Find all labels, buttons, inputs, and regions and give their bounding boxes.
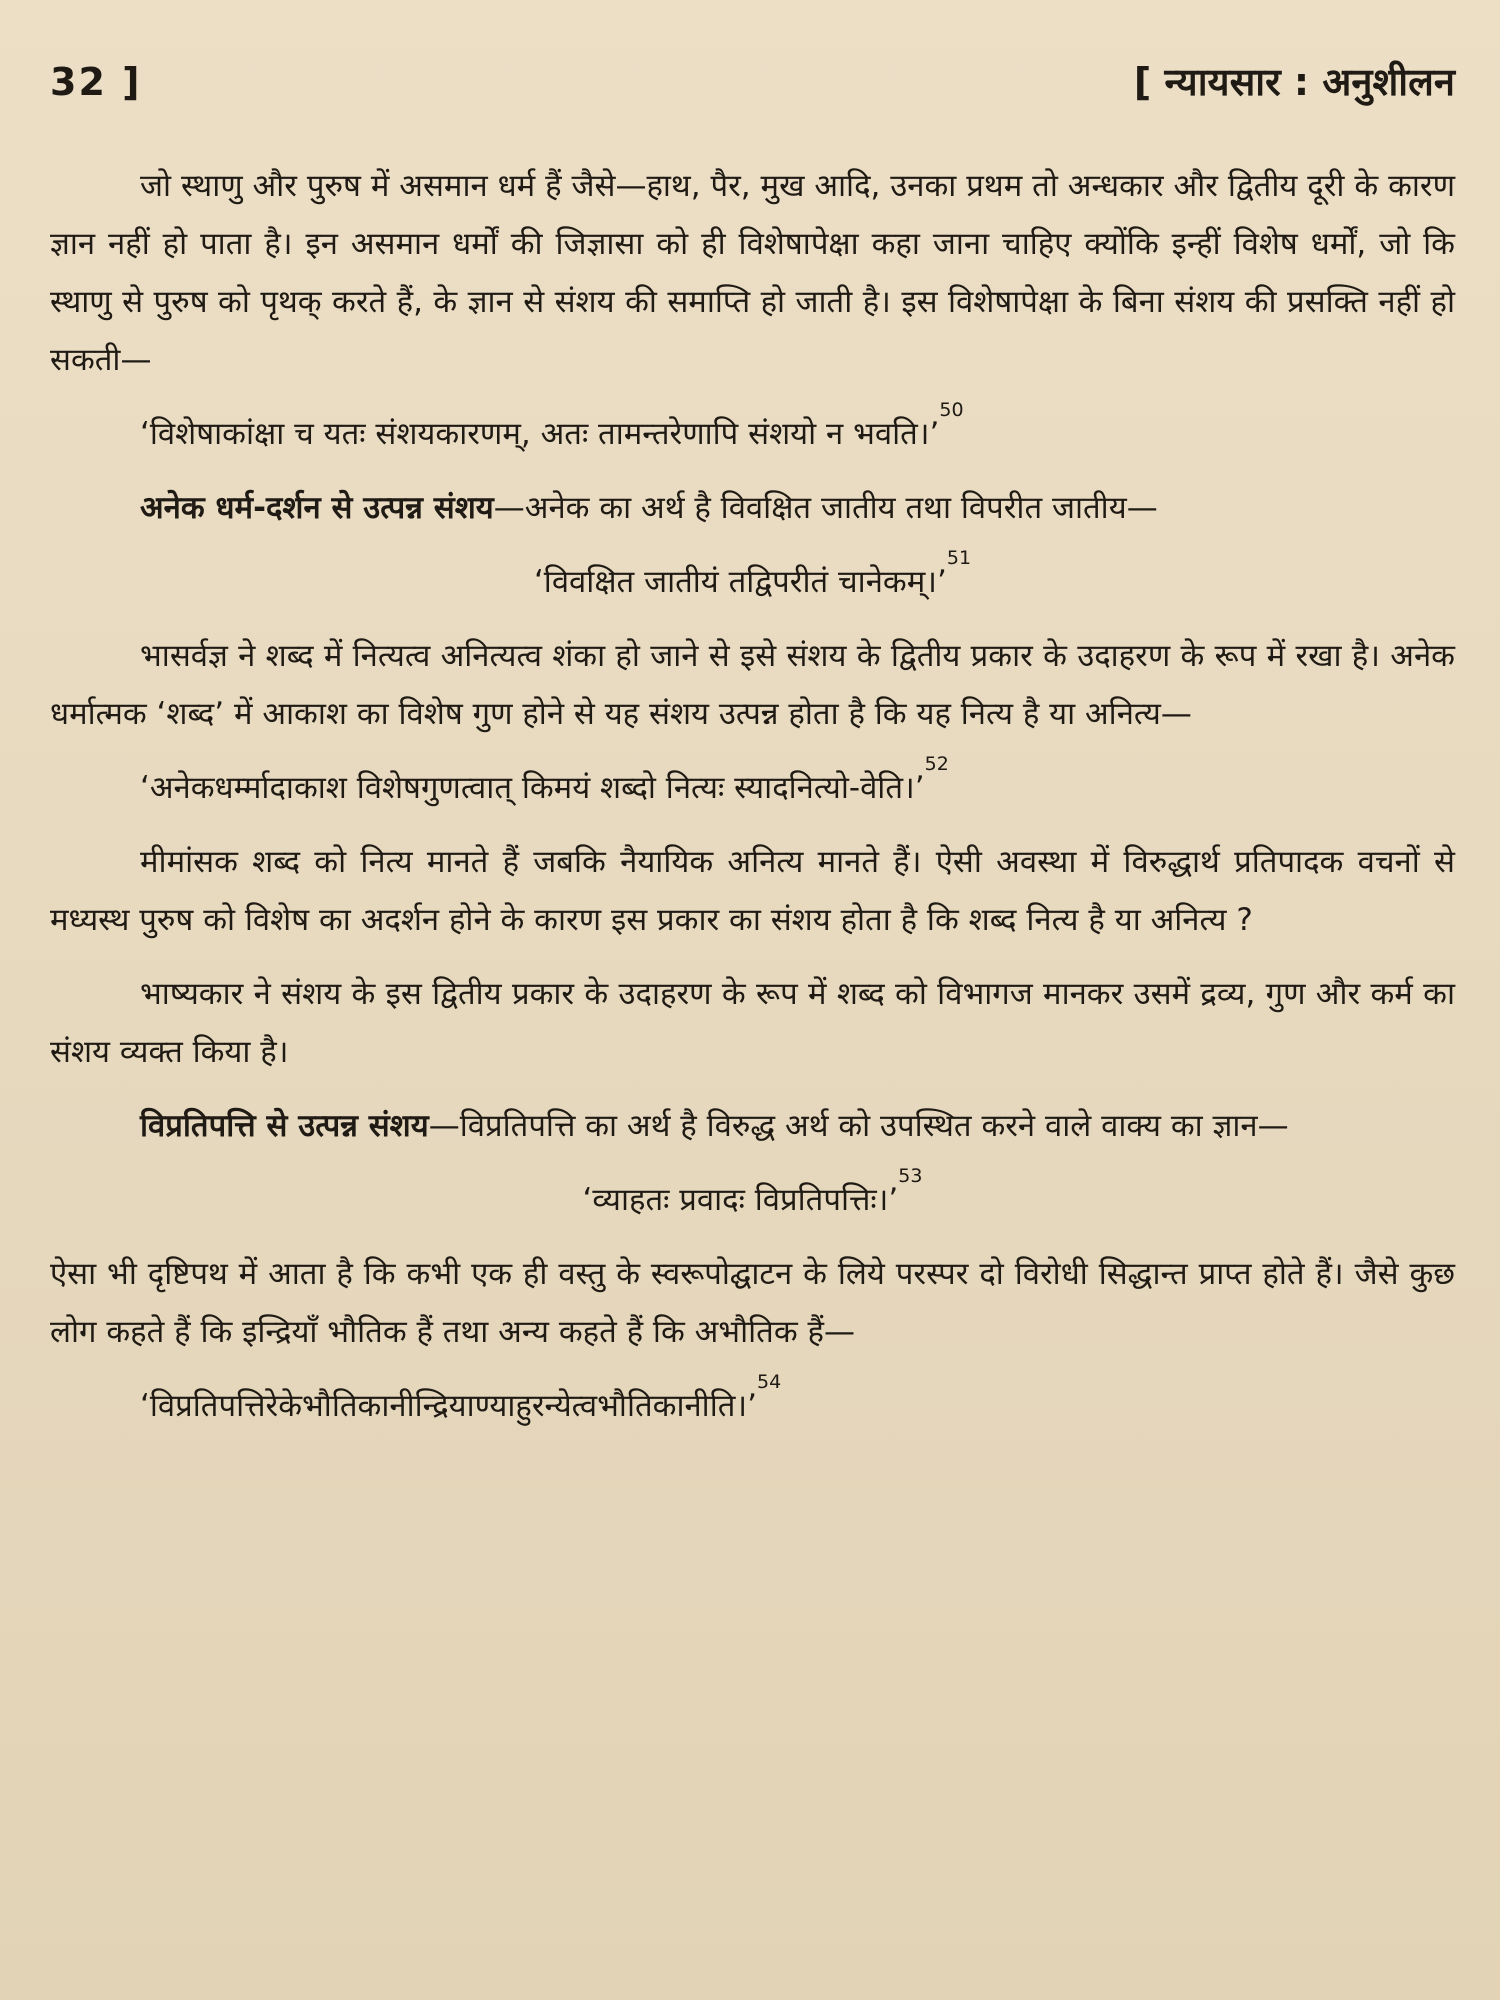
paragraph: जो स्थाणु और पुरुष में असमान धर्म हैं जैसे—हाथ, पैर, मुख आदि, उनका प्रथम तो अन्धकार और द्वितीय दूरी के कारण ज्ञान नहीं हो पाता है। इन असमान धर्मों की जिज्ञासा को ही विशेषापेक्षा कहा जाना चाहिए क्योंकि इन्हीं विशेष धर्मों, जो कि स्थाणु से पुरुष को पृथक् करते हैं, के ज्ञान से संशय की समाप्ति हो जाती है। इस विशेषापेक्षा के बिना संशय की प्रसक्ति नहीं हो सकती— <box>50 168 1455 378</box>
running-title-block <box>1134 55 1455 107</box>
paragraph: भाष्यकार ने संशय के इस द्वितीय प्रकार के उदाहरण के रूप में शब्द को विभागज मानकर उसमें द्रव्य, गुण और कर्म का संशय व्यक्त किया है। <box>50 976 1455 1070</box>
paragraph: मीमांसक शब्द को नित्य मानते हैं जबकि नैयायिक अनित्य मानते हैं। ऐसी अवस्था में विरुद्धार्थ प्रतिपादक वचनों से मध्यस्थ पुरुष को विशेष का अदर्शन होने के कारण इस प्रकार का संशय होता है कि शब्द नित्य है या अनित्य ? <box>50 844 1455 938</box>
running-title: न्यायसार : अनुशीलन <box>1164 60 1455 104</box>
paragraph: भासर्वज्ञ ने शब्द में नित्यत्व अनित्यत्व शंका हो जाने से इसे संशय के द्वितीय प्रकार के उदाहरण के रूप में रखा है। अनेक धर्मात्मक ‘शब्द’ में आकाश का विशेष गुण होने से यह संशय उत्पन्न होता है कि यह नित्य है या अनित्य— <box>50 638 1455 732</box>
footnote-ref: 50 <box>939 399 964 421</box>
quotation: ‘व्याहतः प्रवादः विप्रतिपत्तिः।’$^{53}$ <box>582 1165 923 1218</box>
left-bracket: ] <box>122 60 142 104</box>
quotation: ‘विवक्षित जातीयं तद्विपरीतं चानेकम्।’$^{51}$ <box>533 547 972 600</box>
quotation: ‘विप्रतिपत्तिरेकेभौतिकानीन्द्रियाण्याहुरन्येत्वभौतिकानीति।’$^{54}$ <box>140 1371 782 1424</box>
quotation: ‘विशेषाकांक्षा च यतः संशयकारणम्, अतः तामन्तरेणापि संशयो न भवति।’$^{50}$ <box>140 399 964 452</box>
right-bracket: [ <box>1133 60 1152 104</box>
page-number: 32 <box>50 60 107 104</box>
footnote-ref: 51 <box>946 547 972 569</box>
section-heading: अनेक धर्म-दर्शन से उत्पन्न संशय <box>140 490 494 526</box>
section-paragraph: विप्रतिपत्ति से उत्पन्न संशय—विप्रतिपत्ति का अर्थ है विरुद्ध अर्थ को उपस्थित करने वाले वाक्य का ज्ञान— <box>140 1108 1289 1144</box>
footnote-ref: 54 <box>757 1371 782 1393</box>
page-number-block <box>50 60 142 104</box>
section-heading: विप्रतिपत्ति से उत्पन्न संशय <box>140 1108 429 1144</box>
footnote-ref: 53 <box>898 1165 923 1187</box>
page-header <box>50 55 1455 107</box>
page-body <box>50 157 1455 1435</box>
footnote-ref: 52 <box>924 753 949 775</box>
paragraph: ऐसा भी दृष्टिपथ में आता है कि कभी एक ही वस्तु के स्वरूपोद्घाटन के लिये परस्पर दो विरोधी सिद्धान्त प्राप्त होते हैं। जैसे कुछ लोग कहते हैं कि इन्द्रियाँ भौतिक हैं तथा अन्य कहते हैं कि अभौतिक हैं— <box>50 1256 1455 1350</box>
quotation: ‘अनेकधर्म्मादाकाश विशेषगुणत्वात् किमयं शब्दो नित्यः स्यादनित्यो-वेति।’$^{52}$ <box>140 753 949 806</box>
section-paragraph: अनेक धर्म-दर्शन से उत्पन्न संशय—अनेक का अर्थ है विवक्षित जातीय तथा विपरीत जातीय— <box>140 490 1158 526</box>
